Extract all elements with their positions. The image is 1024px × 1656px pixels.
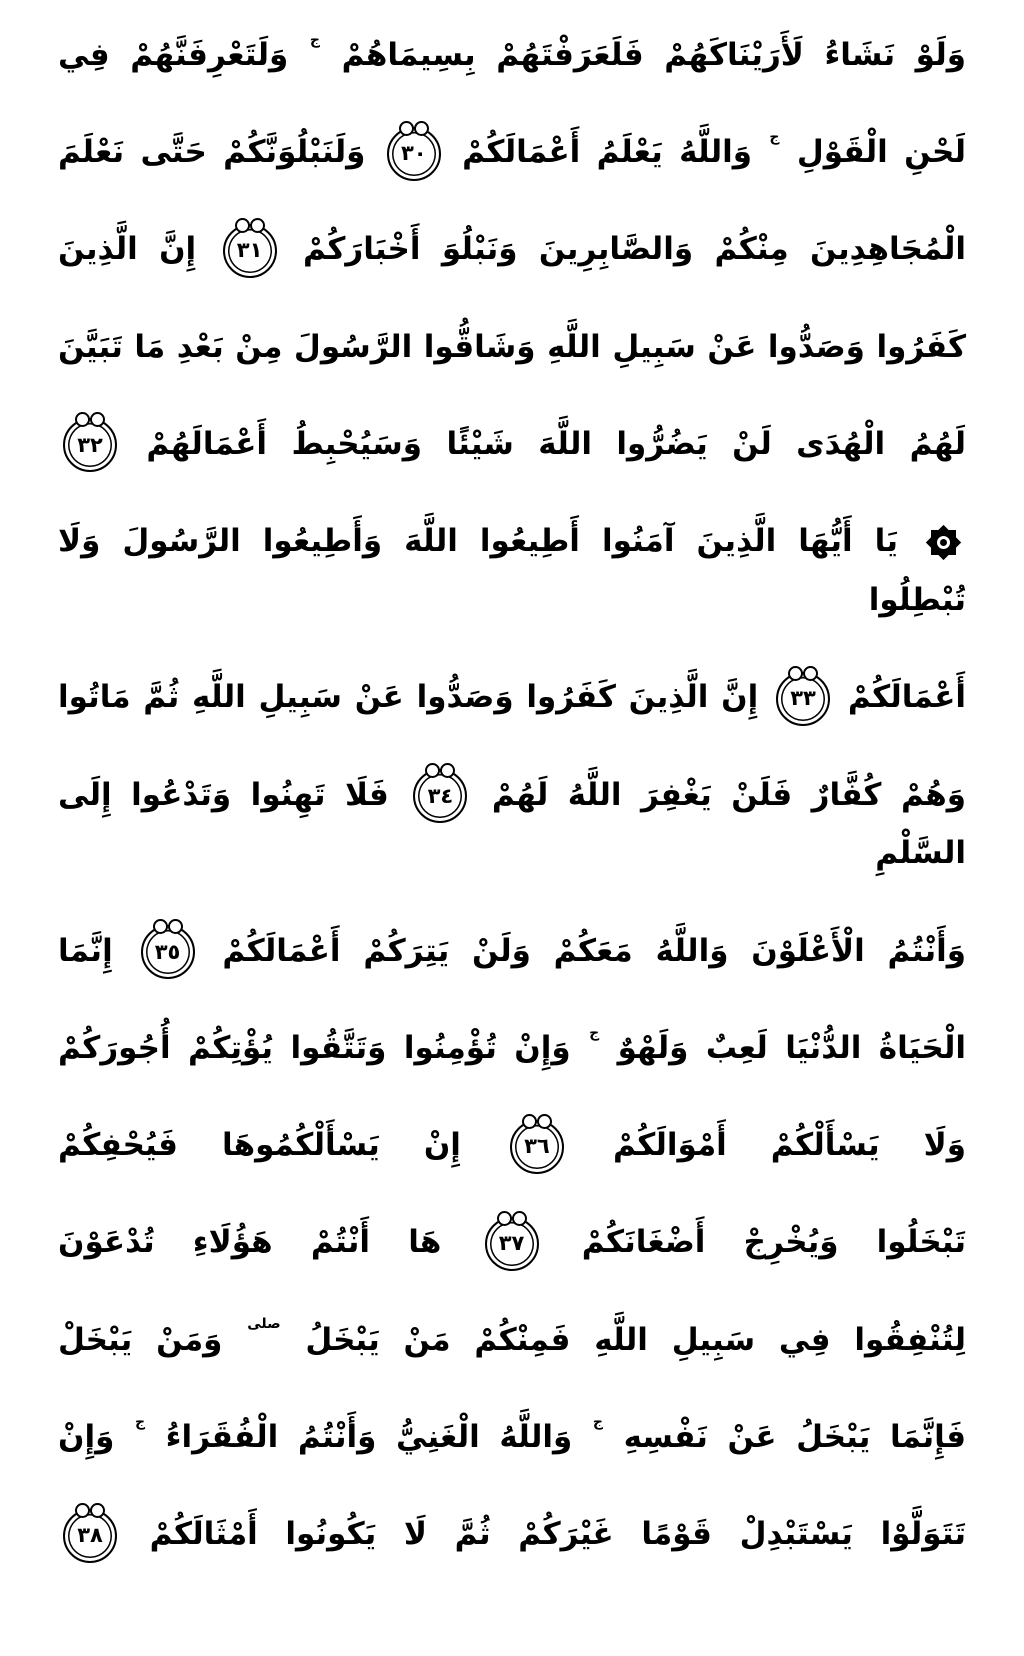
mushaf-line-5 — [58, 415, 966, 474]
mushaf-line-9 — [58, 922, 966, 981]
waqf-pause-mark: ج — [592, 1413, 603, 1430]
waqf-pause-mark: ج — [309, 31, 320, 48]
ayah-text: وَإِنْ — [58, 1418, 115, 1455]
ayah-text: لَهُمُ الْهُدَى لَنْ يَضُرُّوا اللَّهَ شَيْئًا وَسَيُحْبِطُ أَعْمَالَهُمْ — [146, 425, 966, 462]
ayah-end-marker-icon — [223, 224, 277, 278]
ayah-text: إِنَّمَا — [58, 932, 113, 969]
ayah-number: ٣٢ — [77, 432, 103, 457]
ayah-text: وَلَتَعْرِفَنَّهُمْ فِي — [58, 37, 289, 73]
ayah-text: وَلَا يَسْأَلْكُمْ أَمْوَالَكُمْ — [612, 1127, 966, 1164]
ayah-text: وَهُمْ كُفَّارٌ فَلَنْ يَغْفِرَ اللَّهُ لَهُمْ — [491, 776, 967, 813]
mushaf-line-6 — [58, 512, 966, 630]
ayah-text: لِتُنْفِقُوا فِي سَبِيلِ اللَّهِ فَمِنْكُمْ مَنْ يَبْخَلُ — [305, 1321, 966, 1358]
rub-el-hizb-icon — [924, 524, 962, 562]
ayah-text: وَأَنْتُمُ الْأَعْلَوْنَ وَاللَّهُ مَعَكُمْ وَلَنْ يَتِرَكُمْ أَعْمَالَكُمْ — [222, 932, 967, 969]
ayah-text: وَلَوْ نَشَاءُ لَأَرَيْنَاكَهُمْ فَلَعَرَفْتَهُمْ بِسِيمَاهُمْ — [341, 37, 967, 73]
mushaf-line-3 — [58, 220, 966, 279]
ayah-text: فَإِنَّمَا يَبْخَلُ عَنْ نَفْسِهِ — [623, 1418, 967, 1455]
mushaf-text-block — [58, 26, 966, 1564]
mushaf-line-7 — [58, 668, 966, 727]
ayah-end-marker-icon — [776, 672, 830, 726]
ayah-text: تَبْخَلُوا وَيُخْرِجْ أَضْغَانَكُمْ — [581, 1224, 967, 1261]
ayah-text: وَمَنْ يَبْخَلْ — [58, 1321, 223, 1358]
mushaf-line-13 — [58, 1311, 966, 1370]
mushaf-line-2 — [58, 123, 966, 182]
ayah-text: فَلَا تَهِنُوا وَتَدْعُوا إِلَى السَّلْمِ — [58, 776, 966, 872]
ayah-number: ٣٨ — [77, 1523, 103, 1548]
ayah-text: هَا أَنْتُمْ هَؤُلَاءِ تُدْعَوْنَ — [58, 1224, 442, 1261]
waqf-pause-mark: ج — [134, 1413, 146, 1430]
ayah-text: إِنْ يَسْأَلْكُمُوهَا فَيُحْفِكُمْ — [58, 1127, 461, 1164]
ayah-text: الْحَيَاةُ الدُّنْيَا لَعِبٌ وَلَهْوٌ — [617, 1029, 966, 1066]
mushaf-line-10 — [58, 1019, 966, 1078]
ayah-text: تَتَوَلَّوْا يَسْتَبْدِلْ قَوْمًا غَيْرَكُمْ ثُمَّ لَا يَكُونُوا أَمْثَالَكُمْ — [149, 1516, 966, 1553]
ayah-end-marker-icon — [413, 769, 467, 823]
ayah-text: وَاللَّهُ الْغَنِيُّ وَأَنْتُمُ الْفُقَرَاءُ — [165, 1418, 573, 1455]
ayah-number: ٣٠ — [400, 141, 427, 166]
rub-el-hizb-shape — [940, 539, 947, 546]
mushaf-line-11 — [58, 1116, 966, 1175]
ayah-text: وَلَنَبْلُوَنَّكُمْ حَتَّى نَعْلَمَ — [58, 134, 366, 171]
ayah-text: أَعْمَالَكُمْ — [847, 679, 967, 716]
mushaf-line-12 — [58, 1213, 966, 1272]
ayah-end-marker-icon — [141, 925, 195, 979]
ayah-text: الْمُجَاهِدِينَ مِنْكُمْ وَالصَّابِرِينَ وَنَبْلُوَ أَخْبَارَكُمْ — [303, 231, 967, 268]
ayah-end-marker-icon — [63, 1509, 117, 1563]
waqf-pause-mark: ج — [589, 1024, 600, 1041]
ayah-text: لَحْنِ الْقَوْلِ — [796, 134, 966, 171]
ayah-end-marker-icon — [510, 1120, 564, 1174]
ayah-end-marker-icon — [387, 127, 441, 181]
mushaf-line-1 — [58, 26, 966, 85]
ayah-text: وَاللَّهُ يَعْلَمُ أَعْمَالَكُمْ — [462, 134, 753, 171]
ayah-number: ٣٦ — [524, 1134, 550, 1159]
ayah-number: ٣٤ — [427, 783, 454, 808]
mushaf-line-4 — [58, 318, 966, 377]
ayah-text: كَفَرُوا وَصَدُّوا عَنْ سَبِيلِ اللَّهِ وَشَاقُّوا الرَّسُولَ مِنْ بَعْدِ مَا تَبَيَّنَ — [58, 328, 966, 365]
ayah-end-marker-icon — [63, 418, 117, 472]
ayah-text: وَإِنْ تُؤْمِنُوا وَتَتَّقُوا يُؤْتِكُمْ أُجُورَكُمْ — [58, 1029, 571, 1066]
mushaf-line-8 — [58, 766, 966, 884]
mushaf-line-14 — [58, 1408, 966, 1467]
ayah-text: يَا أَيُّهَا الَّذِينَ آمَنُوا أَطِيعُوا اللَّهَ وَأَطِيعُوا الرَّسُولَ وَلَا تُبْطِلُوا — [58, 523, 966, 619]
ayah-number: ٣٣ — [790, 686, 816, 711]
ayah-number: ٣٧ — [498, 1231, 525, 1256]
ayah-end-marker-icon — [485, 1217, 539, 1271]
ayah-number: ٣٥ — [154, 939, 181, 964]
waqf-pause-mark: ج — [769, 128, 780, 145]
ayah-number: ٣١ — [236, 238, 263, 263]
ayah-text: إِنَّ الَّذِينَ كَفَرُوا وَصَدُّوا عَنْ سَبِيلِ اللَّهِ ثُمَّ مَاتُوا — [58, 679, 759, 716]
mushaf-line-15 — [58, 1505, 966, 1564]
waqf-pause-mark: صلى — [247, 1316, 281, 1333]
ayah-text: إِنَّ الَّذِينَ — [58, 231, 197, 268]
